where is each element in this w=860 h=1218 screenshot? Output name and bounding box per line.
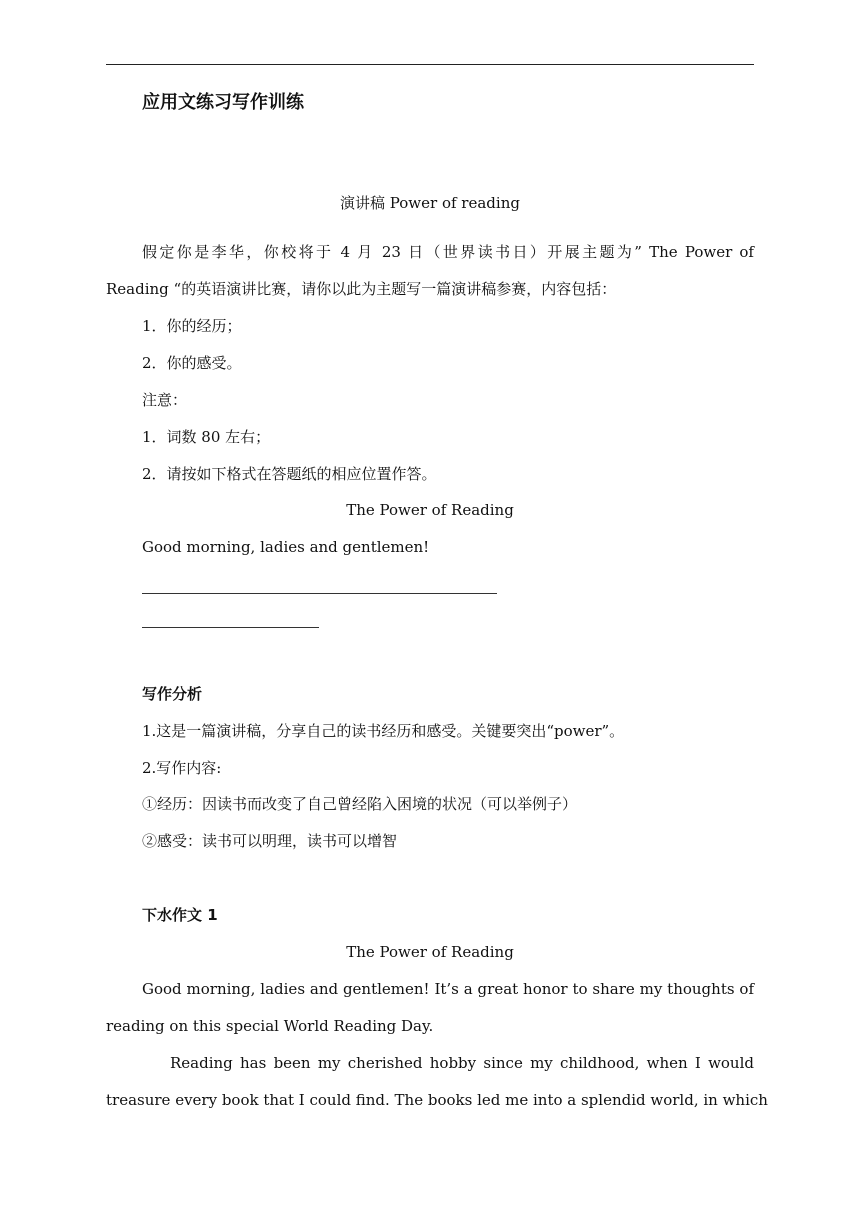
section-title: 应用文练习写作训练 [142,92,304,113]
prompt-line-2: Reading “的英语演讲比赛，请你以此为主题写一篇演讲稿参赛，内容包括： [106,280,617,298]
task-title: 演讲稿 Power of reading [340,194,520,212]
sample-title: The Power of Reading [346,943,514,961]
format-greeting: Good morning, ladies and gentlemen! [142,538,430,556]
sample-p2-line-1: Reading has been my cherished hobby since my childhood, when I would [170,1054,754,1072]
sample-p2-line-2: treasure every book that I could find. The books led me into a splendid world, in which [106,1091,768,1109]
answer-blank-line-2 [142,627,319,628]
sample-p1-line-2: reading on this special World Reading Day. [106,1017,434,1035]
sample-heading: 下水作文 1 [142,906,218,924]
analysis-sub-2: ②感受：读书可以明理，读书可以增智 [142,832,398,850]
analysis-point-1: 1.这是一篇演讲稿，分享自己的读书经历和感受。关键要突出“power”。 [142,722,625,740]
note-item-1: 1．词数 80 左右； [142,428,271,446]
prompt-line-1: 假定你是李华，你校将于 4 月 23 日（世界读书日）开展主题为” The Power of [142,243,754,261]
prompt-item-1: 1．你的经历； [142,317,242,335]
sample-p1-line-1: Good morning, ladies and gentlemen! It’s a great honor to share my thoughts of [142,980,754,998]
analysis-heading: 写作分析 [142,685,203,703]
prompt-item-2: 2．你的感受。 [142,354,242,372]
answer-blank-line-1 [142,593,497,594]
analysis-sub-1: ①经历：因读书而改变了自己曾经陷入困境的状况（可以举例子） [142,795,578,813]
analysis-point-2: 2.写作内容: [142,759,222,777]
format-title: The Power of Reading [346,501,514,519]
note-label: 注意： [142,391,188,409]
note-item-2: 2．请按如下格式在答题纸的相应位置作答。 [142,465,437,483]
header-rule [106,64,754,65]
